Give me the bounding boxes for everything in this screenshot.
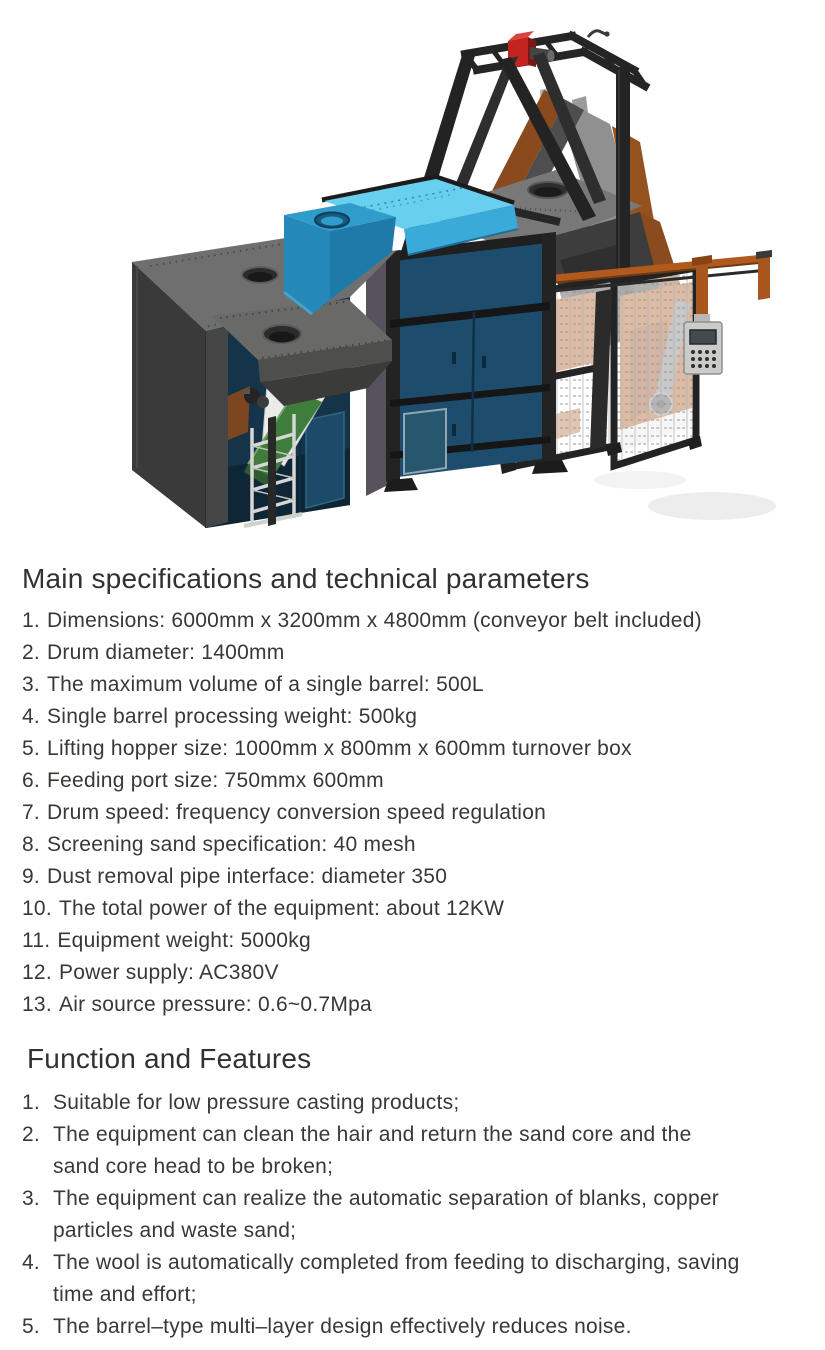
item-number: 9. [22, 865, 41, 888]
item-line: sand core head to be broken; [53, 1155, 334, 1178]
item-text: Single barrel processing weight: 500kg [47, 705, 418, 728]
item-text: Power supply: AC380V [58, 961, 279, 984]
item-number: 8. [22, 833, 41, 856]
item-number: 3. [22, 1187, 41, 1210]
item-number: 13. [22, 993, 52, 1016]
page-content [0, 561, 825, 1343]
item-number: 6. [22, 769, 41, 792]
item-line: particles and waste sand; [53, 1219, 297, 1242]
item-number: 10. [22, 897, 52, 920]
item-text [53, 1183, 807, 1247]
item-text: Drum speed: frequency conversion speed regulation [47, 801, 547, 824]
item-number: 2. [22, 1123, 41, 1146]
item-line: time and effort; [53, 1283, 197, 1306]
spec-item [22, 893, 807, 925]
item-text: Lifting hopper size: 1000mm x 800mm x 600mm turnover box [47, 737, 632, 760]
feature-item [22, 1311, 807, 1343]
spec-section-title: Main specifications and technical parameters [22, 563, 590, 594]
item-line: The equipment can realize the automatic separation of blanks, copper [53, 1187, 720, 1210]
control-pendant [684, 314, 722, 374]
hoist-hook-icon [588, 31, 610, 37]
spec-item [22, 829, 807, 861]
spec-item [22, 861, 807, 893]
item-number: 11. [22, 929, 51, 952]
item-number: 3. [22, 673, 41, 696]
item-text: Air source pressure: 0.6~0.7Mpa [58, 993, 372, 1016]
spec-item [22, 957, 807, 989]
item-number: 1. [22, 1091, 41, 1114]
item-text: The total power of the equipment: about 12KW [58, 897, 505, 920]
item-text: The maximum volume of a single barrel: 500L [47, 673, 484, 696]
item-text: Drum diameter: 1400mm [47, 641, 285, 664]
item-text: Dust removal pipe interface: diameter 350 [47, 865, 448, 888]
item-number: 2. [22, 641, 41, 664]
item-number: 5. [22, 1315, 41, 1338]
machine-figure [0, 0, 825, 545]
item-number: 4. [22, 705, 41, 728]
spec-item [22, 989, 807, 1021]
item-number: 1. [22, 609, 41, 632]
item-text: Dimensions: 6000mm x 3200mm x 4800mm (conveyor belt included) [47, 609, 702, 632]
item-text [53, 1311, 807, 1343]
spec-item [22, 605, 807, 637]
item-number: 7. [22, 801, 41, 824]
item-text [53, 1087, 807, 1119]
item-number: 12. [22, 961, 52, 984]
spec-item [22, 797, 807, 829]
control-cabinet [366, 232, 568, 496]
feature-item [22, 1247, 807, 1311]
item-line: The equipment can clean the hair and return the sand core and the [53, 1123, 692, 1146]
spec-item [22, 669, 807, 701]
item-text: Feeding port size: 750mmx 600mm [47, 769, 384, 792]
item-text: Equipment weight: 5000kg [57, 929, 311, 952]
item-number: 5. [22, 737, 41, 760]
spec-item [22, 765, 807, 797]
feature-item [22, 1183, 807, 1247]
spec-item [22, 701, 807, 733]
gantry-column [616, 64, 630, 302]
item-line: Suitable for low pressure casting products; [53, 1091, 460, 1114]
item-text [53, 1247, 807, 1311]
pendant-screen [690, 330, 716, 344]
feature-list [22, 1087, 807, 1343]
spec-item [22, 733, 807, 765]
item-text: Screening sand specification: 40 mesh [47, 833, 416, 856]
item-line: The barrel–type multi–layer design effectively reduces noise. [53, 1315, 632, 1338]
features-section-title: Function and Features [27, 1043, 312, 1074]
spec-list [22, 605, 807, 1021]
feature-item [22, 1119, 807, 1183]
item-number: 4. [22, 1251, 41, 1274]
machine-illustration [0, 0, 825, 545]
ground-shadow [594, 471, 776, 520]
item-line: The wool is automatically completed from feeding to discharging, saving [53, 1251, 740, 1274]
item-text [53, 1119, 807, 1183]
feature-item [22, 1087, 807, 1119]
spec-item [22, 925, 807, 957]
spec-item [22, 637, 807, 669]
